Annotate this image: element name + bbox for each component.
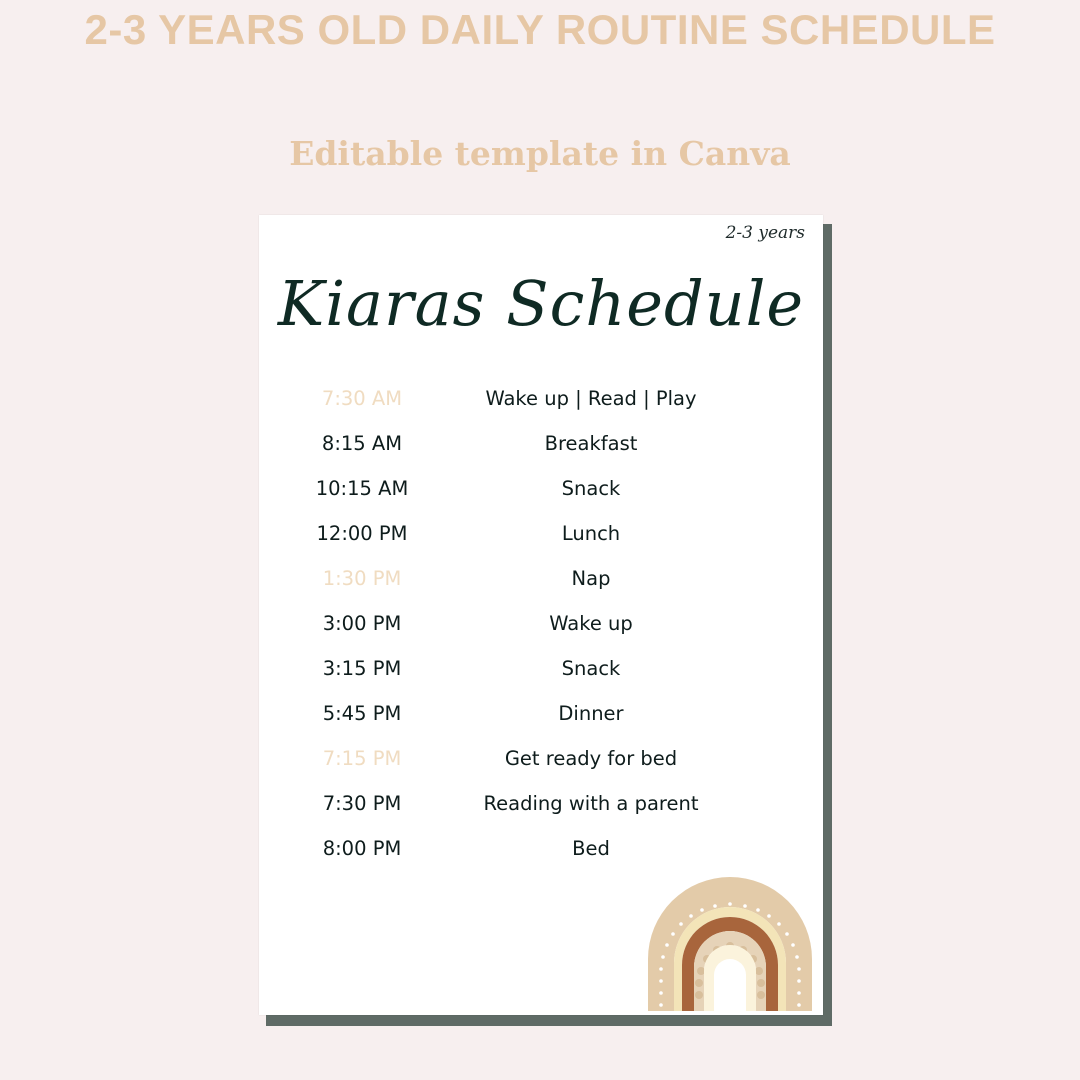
schedule-row xyxy=(259,425,823,470)
schedule-row xyxy=(259,560,823,605)
schedule-time: 7:30 AM xyxy=(321,387,403,410)
schedule-row xyxy=(259,785,823,830)
schedule-title: Kiaras Schedule xyxy=(277,267,805,340)
schedule-time: 10:15 AM xyxy=(315,477,409,500)
schedule-row xyxy=(259,650,823,695)
schedule-time: 8:00 PM xyxy=(322,837,402,860)
age-tag: 2-3 years xyxy=(725,223,805,243)
schedule-row xyxy=(259,605,823,650)
schedule-time: 12:00 PM xyxy=(316,522,408,545)
schedule-activity: Nap xyxy=(571,567,611,590)
schedule-activity: Breakfast xyxy=(544,432,638,455)
schedule-list xyxy=(259,380,823,875)
schedule-activity: Wake up | Read | Play xyxy=(485,387,697,410)
schedule-activity: Reading with a parent xyxy=(483,792,699,815)
schedule-activity: Bed xyxy=(572,837,610,860)
rainbow-icon xyxy=(644,875,816,1011)
schedule-row xyxy=(259,470,823,515)
schedule-time: 3:00 PM xyxy=(322,612,402,635)
schedule-row xyxy=(259,515,823,560)
schedule-activity: Get ready for bed xyxy=(504,747,678,770)
schedule-activity: Dinner xyxy=(558,702,624,725)
schedule-row xyxy=(259,380,823,425)
schedule-row xyxy=(259,830,823,875)
schedule-activity: Snack xyxy=(561,477,621,500)
schedule-time: 8:15 AM xyxy=(321,432,403,455)
schedule-activity: Snack xyxy=(561,657,621,680)
page-subtitle: Editable template in Canva xyxy=(289,134,791,173)
schedule-row xyxy=(259,740,823,785)
schedule-time: 1:30 PM xyxy=(322,567,402,590)
schedule-time: 7:30 PM xyxy=(322,792,402,815)
schedule-time: 5:45 PM xyxy=(322,702,402,725)
schedule-activity: Lunch xyxy=(561,522,621,545)
schedule-time: 3:15 PM xyxy=(322,657,402,680)
schedule-activity: Wake up xyxy=(549,612,633,635)
page-headline: 2-3 YEARS OLD DAILY ROUTINE SCHEDULE xyxy=(84,6,996,53)
schedule-row xyxy=(259,695,823,740)
schedule-time: 7:15 PM xyxy=(322,747,402,770)
schedule-card xyxy=(259,215,823,1015)
